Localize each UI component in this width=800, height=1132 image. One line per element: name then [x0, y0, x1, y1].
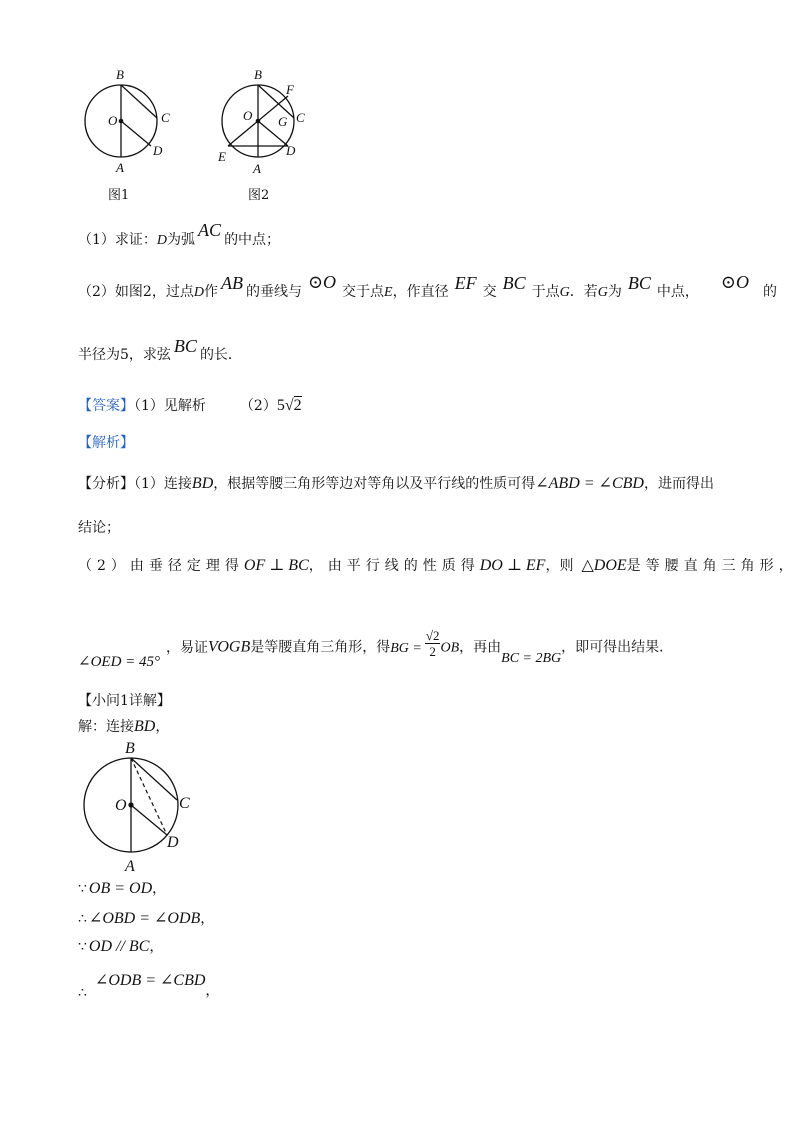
p3-triangle: VOGB	[208, 638, 251, 656]
q2-text-e: ，作直径	[392, 284, 449, 300]
p3-eq2: BC = 2BG	[501, 650, 562, 666]
step-equation: OB = OD	[88, 880, 153, 897]
fig3-label-a: A	[125, 858, 135, 875]
q2-text-c: 的垂线与	[245, 284, 302, 300]
fig1-caption: 图1	[108, 188, 130, 203]
fig1-center-dot	[119, 119, 124, 124]
p2-text-d: 是等腰直角三角形，	[626, 558, 798, 574]
fenxi-line-1	[78, 473, 714, 493]
fig1-label-b: B	[116, 67, 124, 82]
analysis-tag: 【解析】	[78, 435, 134, 451]
q2-line2-a: 半径为5，求弦	[78, 347, 171, 363]
fig3-label-b: B	[125, 740, 135, 757]
step-comma: ，	[200, 911, 215, 927]
figure-3	[78, 738, 208, 876]
p3-text-c: ，再由	[459, 639, 502, 656]
fig3-segment-od	[131, 805, 167, 835]
fig1-label-d: D	[153, 143, 163, 158]
q2-bc3: BC	[173, 336, 197, 356]
q2-point-d: D	[193, 285, 204, 300]
question-2-line-1	[78, 272, 777, 301]
figure-2	[214, 66, 314, 178]
fig2-label-a: A	[253, 161, 261, 176]
proof-step	[78, 970, 219, 1004]
p2-eq1: OF ⊥ BC	[243, 557, 309, 574]
q2-circle-o: ⊙O	[307, 272, 337, 292]
fenxi-text-b: ，根据等腰三角形等边对等角以及平行线的性质可得	[213, 476, 536, 492]
p3-text-d: ，即可得出结果．	[561, 639, 674, 656]
fig3-label-c: C	[179, 795, 190, 812]
p2-text-c: ，则	[545, 558, 574, 574]
q2-point-e: E	[384, 285, 393, 300]
q2-text-d: 交于点	[342, 284, 385, 300]
detail-1-bd: BD	[134, 718, 156, 735]
p2-eq2: DO ⊥ EF	[479, 557, 546, 574]
p3-numerator: √2	[425, 628, 440, 643]
q2-bc2: BC	[627, 273, 651, 293]
p2-text-b: ，由平行线的性质得	[308, 558, 480, 574]
fig2-label-o: O	[243, 108, 253, 123]
answer-tag: 【答案】	[78, 398, 134, 414]
fenxi-text-c: ，进而得出	[643, 476, 714, 492]
answer-radicand: 2	[293, 397, 302, 414]
q2-text-j: 中点，	[656, 284, 699, 300]
q2-text-b: 作	[203, 284, 218, 300]
analysis-part-2	[78, 555, 798, 575]
q1-text-a: （1）求证：	[78, 232, 157, 248]
answer-sqrt-sign: √	[284, 397, 294, 414]
fig1-label-a: A	[116, 160, 124, 175]
step-equation: ∠OBD = ∠ODB	[88, 910, 201, 927]
step-comma: ，	[152, 881, 167, 897]
fenxi-text-a: （1）连接	[134, 476, 192, 492]
fig1-label-c: C	[161, 110, 170, 125]
therefore-symbol: ∴	[78, 985, 87, 1001]
step-comma: ，	[205, 983, 220, 999]
detail-1-solution	[78, 716, 169, 736]
fig2-label-e: E	[218, 149, 226, 164]
fenxi-equation: ∠ABD = ∠CBD	[535, 475, 644, 492]
fig3-label-d: D	[167, 834, 179, 851]
because-symbol: ∵	[78, 881, 87, 897]
proof-step	[78, 908, 214, 928]
figure-1	[78, 66, 188, 178]
because-symbol: ∵	[78, 939, 87, 955]
answer-value: 5	[276, 397, 285, 414]
therefore-symbol: ∴	[78, 911, 87, 927]
fig2-label-f: F	[286, 82, 294, 97]
p3-eq1: ∠OED = 45°	[78, 653, 161, 670]
analysis-part-3	[78, 628, 674, 672]
q2-text-f: 交	[482, 284, 497, 300]
step-equation: ∠ODB = ∠CBD	[94, 972, 206, 989]
fig2-label-d: D	[286, 143, 296, 158]
fenxi-bd: BD	[191, 475, 214, 492]
q2-text-k: 的	[762, 284, 777, 300]
detail-1-sol-text: 解：连接	[78, 719, 134, 735]
q2-line2-b: 的长．	[199, 347, 242, 363]
fig2-label-c: C	[296, 110, 305, 125]
q1-text-b: 为弧	[167, 232, 196, 248]
fenxi-tag: 【分析】	[78, 476, 134, 492]
proof-step	[78, 878, 166, 898]
q2-text-i: 为	[607, 284, 622, 300]
fig3-center-dot	[128, 802, 133, 807]
q2-text-a: （2）如图2，过点	[78, 284, 194, 300]
p3-fraction	[425, 628, 441, 659]
question-1	[78, 220, 281, 249]
q2-ef: EF	[454, 273, 477, 293]
p2-text-a: （2）由垂径定理得	[78, 558, 244, 574]
fenxi-line-2: 结论；	[78, 520, 120, 536]
detail-1-comma: ，	[155, 719, 170, 735]
q1-arc-ac: AC	[198, 220, 222, 240]
detail-1-tag: 【小问1详解】	[78, 693, 171, 709]
step-equation: OD // BC	[88, 938, 150, 955]
fig1-segment-od	[121, 121, 151, 146]
proof-step	[78, 936, 163, 956]
q2-point-g: G	[559, 285, 570, 300]
q2-circle-o2: ⊙O	[720, 272, 749, 292]
p3-text-b: 是等腰直角三角形，得	[250, 639, 391, 656]
q2-ab: AB	[220, 273, 243, 293]
q1-point-d: D	[156, 233, 168, 248]
fig2-label-b: B	[254, 67, 262, 82]
q2-text-g: 于点	[531, 284, 560, 300]
p3-bg: BG =	[390, 640, 422, 656]
p3-ob: OB	[440, 640, 460, 656]
fig3-label-o: O	[115, 797, 127, 814]
question-2-line-2	[78, 336, 242, 364]
q2-point-g2: G	[597, 285, 608, 300]
p3-denominator: 2	[429, 644, 436, 659]
fig2-caption: 图2	[248, 188, 270, 203]
answer-part-1: （1）见解析	[134, 398, 206, 414]
fig1-label-o: O	[108, 113, 118, 128]
q2-bc: BC	[502, 273, 526, 293]
q1-text-c: 的中点；	[224, 232, 281, 248]
fig2-center-dot	[256, 119, 261, 124]
step-comma: ，	[149, 939, 164, 955]
answer-line	[78, 395, 302, 415]
fig2-label-g: G	[278, 114, 288, 129]
answer-part-2: （2）	[239, 398, 277, 414]
q2-text-h: ．若	[569, 284, 598, 300]
p3-text-a: ，易证	[166, 639, 209, 656]
p2-triangle: △DOE	[581, 557, 627, 574]
